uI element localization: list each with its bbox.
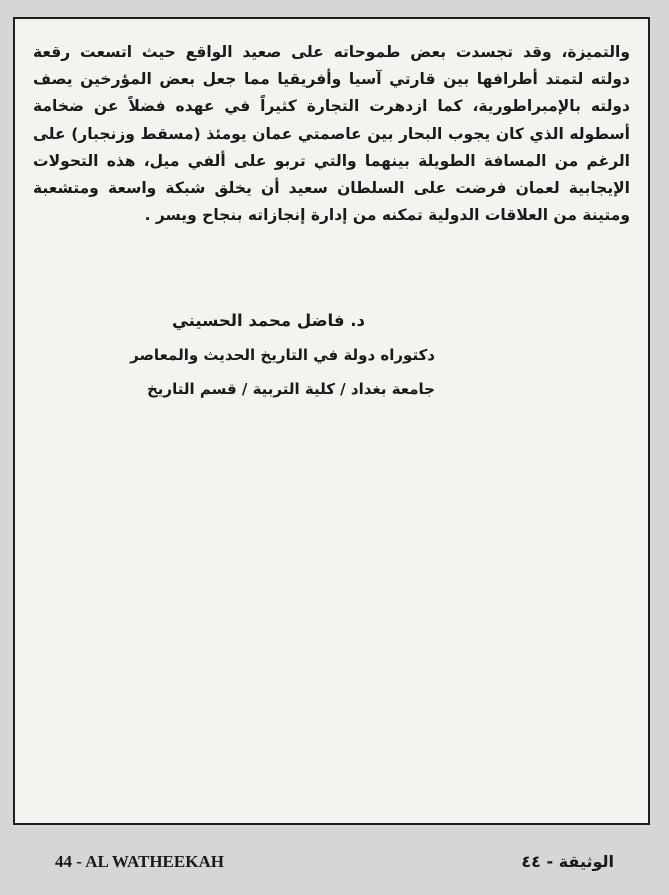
author-degree: دكتوراه دولة في التاريخ الحديث والمعاصر [130, 346, 435, 364]
author-affiliation: جامعة بغداد / كلية التربية / قسم التاريخ [146, 380, 435, 398]
article-body-text: والتميزة، وقد تجسدت بعض طموحاته على صعيد الواقع حيث اتسعت رقعة دولته لتمتد أطرافها بين قارتي آسيا وأفريقيا مما جعل بعض المؤرخين يصف دولته بالإمبراطورية، كما ازدهرت التجارة كثيراً في عهده فضلاً عن ضخامة أسطوله الذي كان يجوب البحار بين عاصمتي عمان يومئذ (مسقط وزنجبار) على الرغم من المسافة الطويلة بينهما والتي تربو على ألفي ميل، هذه التحولات الإيجابية لعمان فرضت على السلطان سعيد أن يخلق شبكة واسعة ومتشعبة ومتينة من العلاقات الدولية تمكنه من إدارة إنجازاته بنجاح ويسر . [33, 43, 630, 225]
footer-page-label-english: 44 - AL WATHEEKAH [55, 852, 224, 871]
footer-page-label-arabic: الوثيقة - ٤٤ [521, 852, 614, 871]
author-name: د. فاضل محمد الحسيني [171, 311, 365, 330]
page-frame [13, 17, 650, 825]
